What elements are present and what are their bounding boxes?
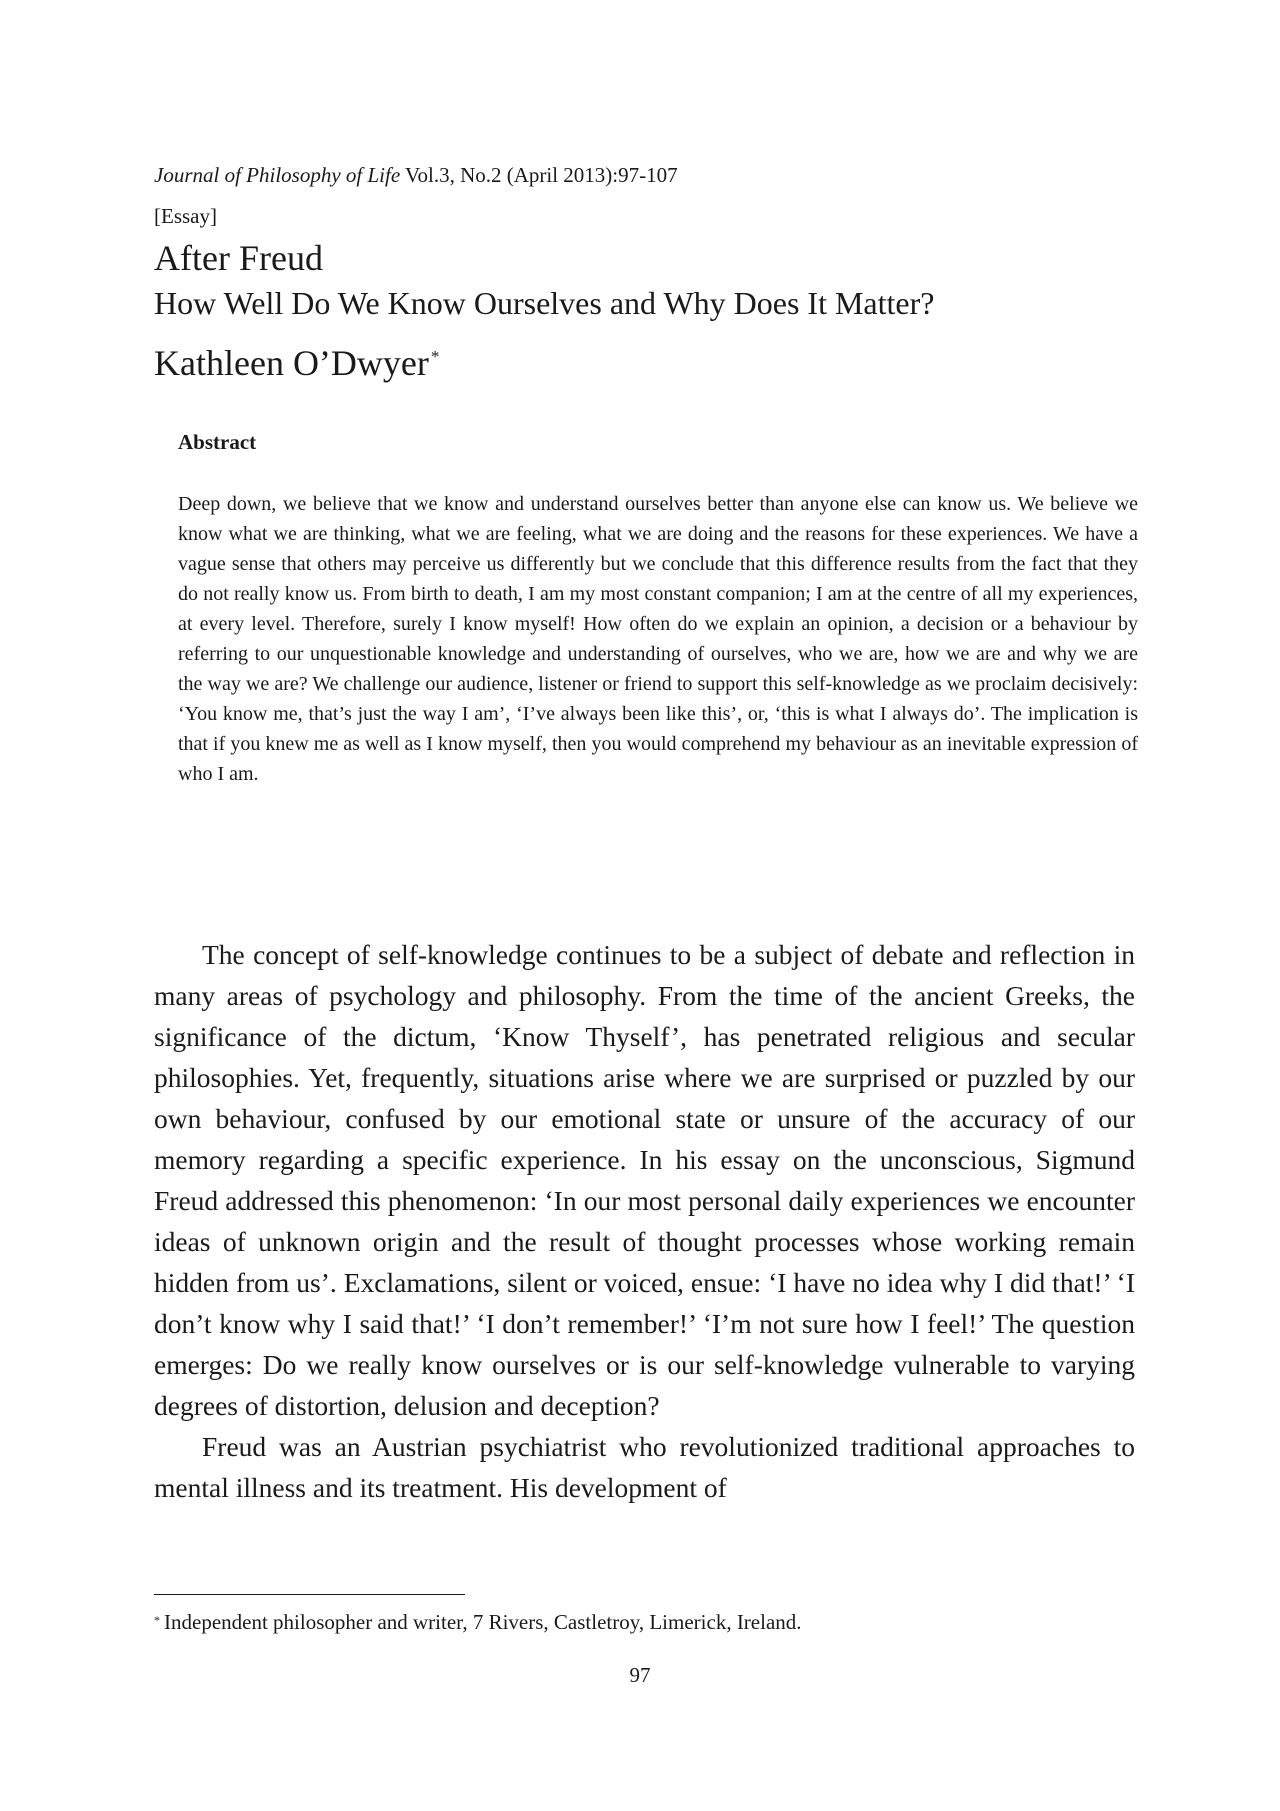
- body-paragraph: The concept of self-knowledge continues to be a subject of debate and reflection in many areas of psychology and philosophy. From the time of the ancient Greeks, the significance of the dictum, ‘Know Thyself’, has penetrated religious and secular philosophies. Yet, frequently, situations arise where we are surprised or puzzled by our own behaviour, confused by our emotional state or unsure of the accuracy of our memory regarding a specific experience. In his essay on the unconscious, Sigmund Freud addressed this phenomenon: ‘In our most personal daily experiences we encounter ideas of unknown origin and the result of thought processes whose working remain hidden from us’. Exclamations, silent or voiced, ensue: ‘I have no idea why I did that!’ ‘I don’t know why I said that!’ ‘I don’t remember!’ ‘I’m not sure how I feel!’ The question emerges: Do we really know ourselves or is our self-knowledge vulnerable to varying degrees of distortion, delusion and deception?: [154, 939, 1135, 1421]
- footnote-text: Independent philosopher and writer, 7 Rivers, Castletroy, Limerick, Ireland.: [164, 1610, 802, 1634]
- footnote: [154, 1608, 802, 1636]
- article-title: After Freud: [154, 238, 323, 278]
- author-name: Kathleen O’Dwyer: [154, 343, 429, 383]
- abstract-heading: Abstract: [178, 430, 257, 454]
- journal-citation: [154, 161, 678, 189]
- abstract-text: Deep down, we believe that we know and understand ourselves better than anyone else can know us. We believe we know what we are thinking, what we are feeling, what we are doing and the reasons for these experiences. We have a vague sense that others may perceive us differently but we conclude that this difference results from the fact that they do not really know us. From birth to death, I am my most constant companion; I am at the centre of all my experiences, at every level. Therefore, surely I know myself! How often do we explain an opinion, a decision or a behaviour by referring to our unquestionable knowledge and understanding of ourselves, who we are, how we are and why we are the way we are? We challenge our audience, listener or friend to support this self-knowledge as we proclaim decisively: ‘You know me, that’s just the way I am’, ‘I’ve always been like this’, or, ‘this is what I always do’. The implication is that if you knew me as well as I know myself, then you would comprehend my behaviour as an inevitable expression of who I am.: [178, 493, 1138, 785]
- author-line: [154, 340, 439, 386]
- article-subtitle: How Well Do We Know Ourselves and Why Does It Matter?: [154, 285, 935, 321]
- footnote-mark: *: [154, 1613, 160, 1627]
- section-label: [Essay]: [154, 204, 217, 228]
- footnote-divider: [154, 1594, 465, 1595]
- journal-name: Journal of Philosophy of Life: [154, 163, 401, 187]
- page-number: 97: [629, 1663, 651, 1687]
- author-footnote-mark: *: [430, 347, 440, 366]
- body-text: [154, 934, 1135, 1508]
- body-paragraph: Freud was an Austrian psychiatrist who revolutionized traditional approaches to mental illness and its treatment. His development of: [154, 1431, 1135, 1503]
- journal-details: Vol.3, No.2 (April 2013):97-107: [400, 163, 678, 187]
